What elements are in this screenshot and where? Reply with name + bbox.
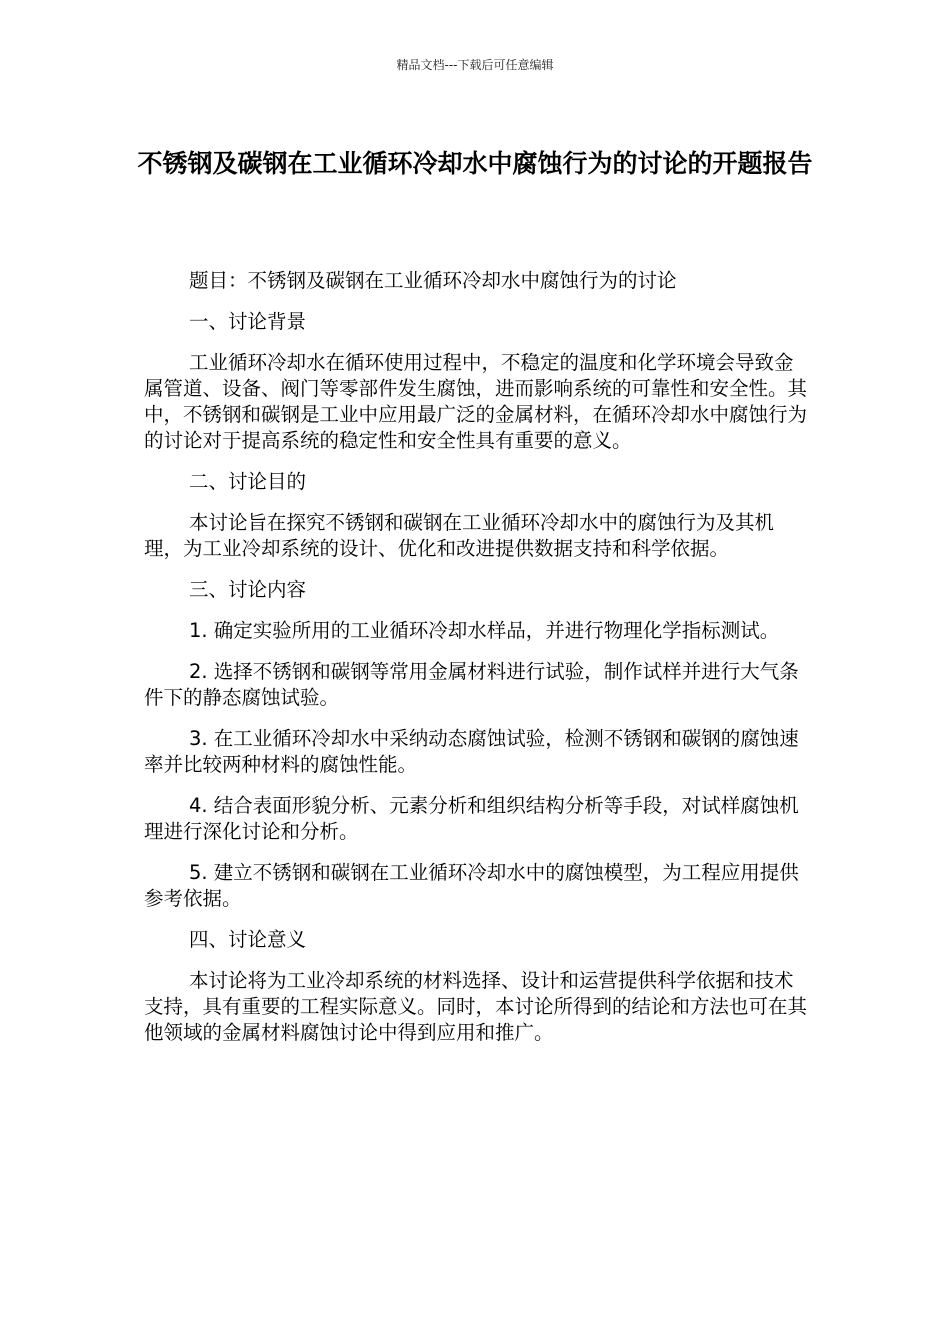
topic-line: 题目：不锈钢及碳钢在工业循环冷却水中腐蚀行为的讨论: [189, 269, 677, 292]
significance-paragraph: 本讨论将为工业冷却系统的材料选择、设计和运营提供科学依据和技术支持，具有重要的工程实际意义。同时，本讨论所得到的结论和方法也可在其他领域的金属材料腐蚀讨论中得到应用和推广。: [144, 969, 808, 1044]
section-heading-background: 一、讨论背景: [189, 310, 307, 333]
content-item-5: 5. 建立不锈钢和碳钢在工业循环冷却水中的腐蚀模型，为工程应用提供参考依据。: [144, 861, 799, 910]
section-heading-significance: 四、讨论意义: [189, 928, 307, 951]
content-item-2: 2. 选择不锈钢和碳钢等常用金属材料进行试验，制作试样并进行大气条件下的静态腐蚀试验。: [144, 660, 799, 709]
purpose-paragraph: 本讨论旨在探究不锈钢和碳钢在工业循环冷却水中的腐蚀行为及其机理，为工业冷却系统的设计、优化和改进提供数据支持和科学依据。: [144, 511, 775, 560]
section-heading-purpose: 二、讨论目的: [189, 470, 307, 493]
content-item-3: 3. 在工业循环冷却水中采纳动态腐蚀试验，检测不锈钢和碳钢的腐蚀速率并比较两种材料的腐蚀性能。: [144, 727, 799, 776]
section-heading-content: 三、讨论内容: [189, 578, 307, 601]
content-item-4: 4. 结合表面形貌分析、元素分析和组织结构分析等手段，对试样腐蚀机理进行深化讨论和分析。: [144, 794, 799, 843]
content-item-1: 1. 确定实验所用的工业循环冷却水样品，并进行物理化学指标测试。: [189, 619, 780, 642]
document-body: [144, 268, 812, 1061]
document-title: 不锈钢及碳钢在工业循环冷却水中腐蚀行为的讨论的开题报告: [137, 149, 813, 178]
page-header-note: 精品文档---下载后可任意编辑: [396, 58, 554, 72]
background-paragraph: 工业循环冷却水在循环使用过程中，不稳定的温度和化学环境会导致金属管道、设备、阀门等零部件发生腐蚀，进而影响系统的可靠性和安全性。其中，不锈钢和碳钢是工业中应用最广泛的金属材料，在循环冷却水中腐蚀行为的讨论对于提高系统的稳定性和安全性具有重要的意义。: [144, 351, 808, 452]
